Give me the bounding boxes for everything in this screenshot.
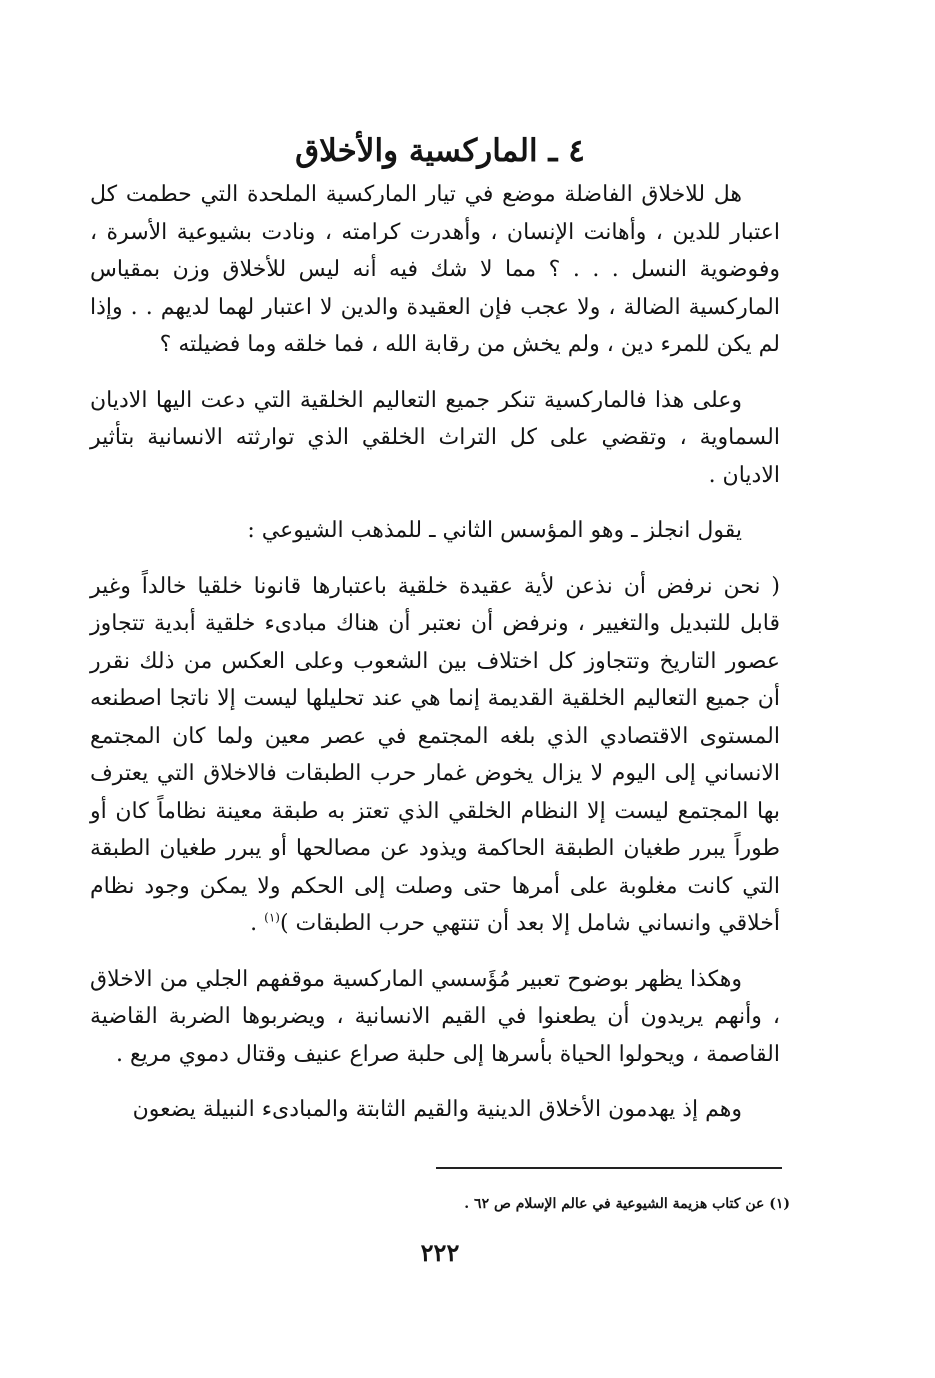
paragraph-engels-intro: يقول انجلز ـ وهو المؤسس الثاني ـ للمذهب الشيوعي :	[247, 518, 742, 543]
page-number: ٢٢٢	[420, 1238, 460, 1267]
paragraph-rejection: وعلى هذا فالماركسية تنكر جميع التعاليم الخلقية التي دعت اليها الاديان السماوية ، وتقضي على كل التراث الخلقي الذي توارثته الانسانية بتأثير الاديان .	[90, 387, 780, 488]
paragraph-conclusion: وهكذا يظهر بوضوح تعبير مُؤَسسي الماركسية موقفهم الجلي من الاخلاق ، وأنهم يريدون أن يطعنوا في القيم الانسانية ، ويضربوها الضربة القاضية القاصمة ، ويحولوا الحياة بأسرها إلى حلبة صراع عنيف وقتال دموي مريع .	[90, 966, 780, 1067]
engels-quote-end: .	[250, 911, 265, 936]
footnote-marker: (١)	[264, 910, 280, 925]
footnote: (١) عن كتاب هزيمة الشيوعية في عالم الإسلام ص ٦٢ .	[464, 1196, 790, 1212]
chapter-heading: ٤ ـ الماركسية والأخلاق	[295, 132, 585, 169]
paragraph-intro: هل للاخلاق الفاضلة موضع في تيار الماركسية الملحدة التي حطمت كل اعتبار للدين ، وأهانت الإنسان ، وأهدرت كرامته ، ونادت بشيوعية الأسرة ، وفوضوية النسل . . . ؟ مما لا شك فيه أنه ليس للأخلاق وزن بمقياس الماركسية الضالة ، ولا عجب فإن العقيدة والدين لا اعتبار لهما لديهم . . وإذا لم يكن للمرء دين ، ولم يخش من رقابة الله ، فما خلقه وما فضيلته ؟	[90, 182, 780, 357]
engels-quote-text: ( نحن نرفض أن نذعن لأية عقيدة خلقية باعتبارها قانونا خلقيا خالداً وغير قابل للتبديل والتغيير ، ونرفض أن نعتبر أن هناك مبادىء خلقية أبدية تتجاوز عصور التاريخ وتتجاوز كل اختلاف بين الشعوب وعلى العكس من ذلك نقرر أن جميع التعاليم الخلقية القديمة إنما هي عند تحليلها ليست إلا ناتجا اصطنعه المستوى الاقتصادي الذي بلغه المجتمع في عصر معين ولما كان المجتمع الانساني إلى اليوم لا يزال يخوض غمار حرب الطبقات فالاخلاق التي يعترف بها المجتمع ليست إلا النظام الخلقي الذي تعتز به طبقة معينة نظاماً كان أو طوراً يبرر طغيان الطبقة الحاكمة ويذود عن مصالحها أو يبرر طغيان الطبقة التي كانت مغلوبة على أمرها حتى وصلت إلى الحكم ولا يمكن وجود نظام أخلاقي وانساني شامل إلا بعد أن تنتهي حرب الطبقات )	[90, 573, 780, 936]
footnote-divider	[436, 1167, 782, 1169]
body-text	[90, 176, 780, 1129]
paragraph-continuation: وهم إذ يهدمون الأخلاق الدينية والقيم الثابتة والمبادىء النبيلة يضعون	[132, 1097, 742, 1122]
engels-quote	[90, 568, 780, 943]
